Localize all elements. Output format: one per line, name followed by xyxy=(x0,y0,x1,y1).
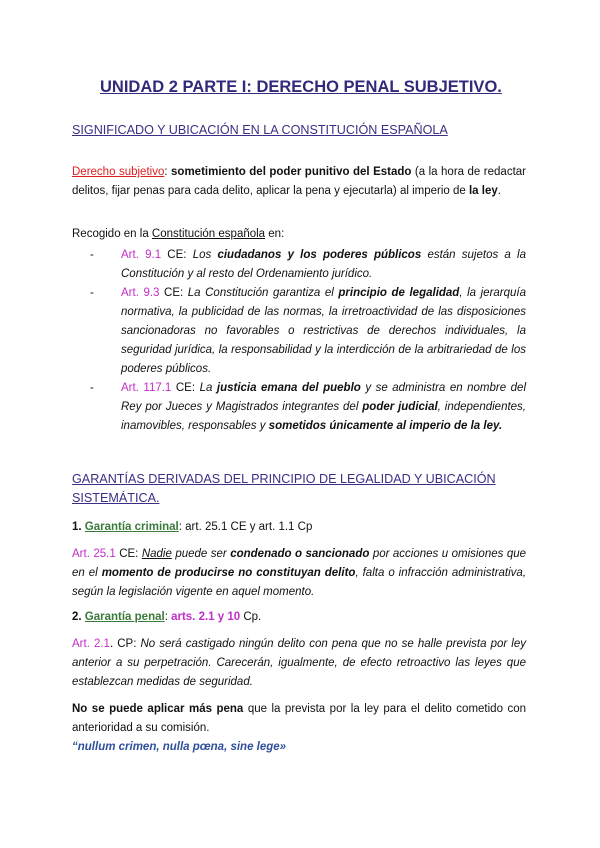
no-mas-pena-paragraph: No se puede aplicar más pena que la prevista por la ley para el delito cometido con anterioridad a su comisión. xyxy=(72,703,526,734)
guarantee-criminal: 1. Garantía criminal: art. 25.1 CE y art. 1.1 Cp xyxy=(72,521,313,533)
list-item-art-9-1: - Art. 9.1 CE: Los ciudadanos y los poderes públicos están sujetos a la Constitución y al resto del Ordenamiento jurídico. xyxy=(90,249,526,280)
term-derecho-subjetivo: Derecho subjetivo xyxy=(72,166,165,178)
constitucion-link-text: Constitución española xyxy=(151,228,266,240)
guarantee-name: Garantía penal xyxy=(84,611,165,623)
article-ref: Art. 2.1 xyxy=(72,638,110,650)
list-item-art-9-3: - Art. 9.3 CE: La Constitución garantiza el principio de legalidad, la jerarquía normativa, la publicidad de las normas, la irretroactividad de las disposiciones sancionadoras no favorables o restrictivas de derechos individuales, la seguridad jurídica, la responsabilidad y la interdicción de la arbitrariedad de los poderes públicos. xyxy=(90,287,527,375)
list-item-art-117-1: - Art. 117.1 CE: La justicia emana del pueblo y se administra en nombre del Rey por Jueces y Magistrados integrantes del poder judicial, independientes, inamovibles, responsables y sometidos únicamente al imperio de la ley. xyxy=(90,382,526,432)
article-25-1-paragraph: Art. 25.1 CE: Nadie puede ser condenado o sancionado por acciones u omisiones que en el momento de producirse no constituyan delito, falta o infracción administrativa, según la legislación vigente en aquel momento. xyxy=(72,548,527,598)
guarantee-penal: 2. Garantía penal: arts. 2.1 y 10 Cp. xyxy=(72,611,262,623)
article-ref: Art. 117.1 xyxy=(121,382,172,394)
definition-paragraph: Derecho subjetivo: sometimiento del poder punitivo del Estado (a la hora de redactar delitos, fijar penas para cada delito, aplicar la pena y ejecutarla) al imperio de la ley. xyxy=(72,166,526,197)
latin-maxim: “nullum crimen, nulla pœna, sine lege» xyxy=(72,741,287,753)
section-heading-garantias: GARANTÍAS DERIVADAS DEL PRINCIPIO DE LEGALIDAD Y UBICACIÓN SISTEMÁTICA. xyxy=(72,472,496,505)
page-title: UNIDAD 2 PARTE I: DERECHO PENAL SUBJETIVO. xyxy=(100,78,502,96)
article-ref: Art. 25.1 xyxy=(72,548,116,560)
article-ref: Art. 9.3 xyxy=(121,287,160,299)
recogido-paragraph: Recogido en la Constitución española en: xyxy=(72,228,285,240)
article-ref: Art. 9.1 xyxy=(121,249,162,261)
article-list xyxy=(90,246,526,436)
article-2-1-paragraph: Art. 2.1. CP: No será castigado ningún delito con pena que no se halle prevista por ley anterior a su perpetración. Carecerán, igualmente, de efecto retroactivo las leyes que establezcan medidas de seguridad. xyxy=(72,638,526,688)
section-heading-significado: SIGNIFICADO Y UBICACIÓN EN LA CONSTITUCIÓN ESPAÑOLA xyxy=(72,123,448,137)
guarantee-name: Garantía criminal xyxy=(84,521,179,533)
